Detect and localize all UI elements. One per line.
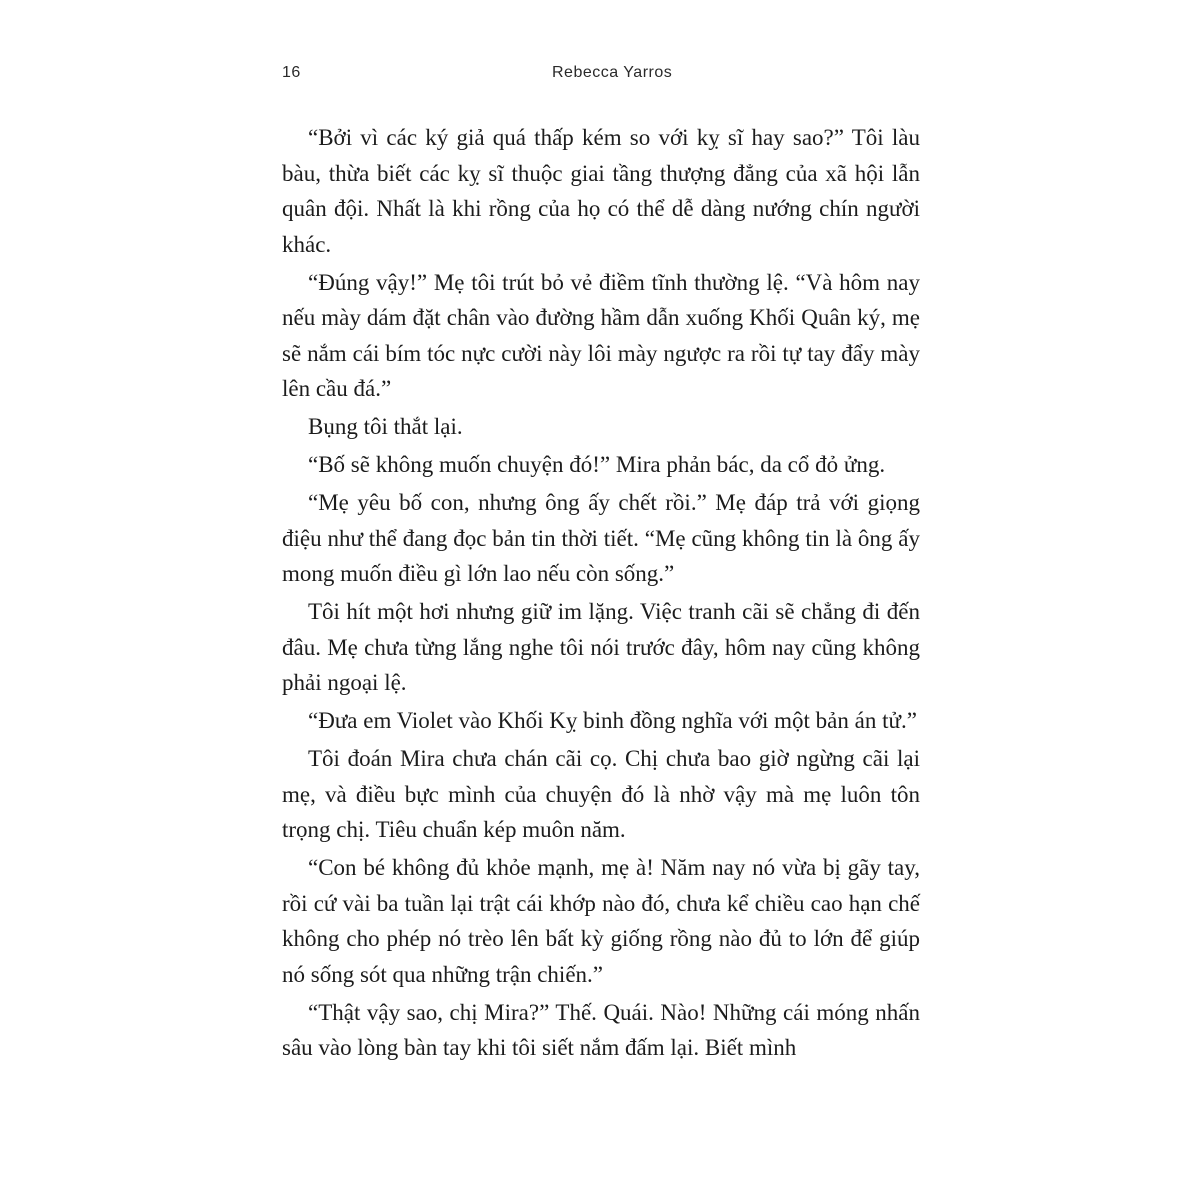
paragraph: “Thật vậy sao, chị Mira?” Thế. Quái. Nào! Những cái móng nhấn sâu vào lòng bàn tay khi tôi siết nắm đấm lại. Biết mình [282,999,920,1060]
paragraph: Tôi hít một hơi nhưng giữ im lặng. Việc tranh cãi sẽ chẳng đi đến đâu. Mẹ chưa từng lắng nghe tôi nói trước đây, hôm nay cũng không phải ngoại lệ. [282,599,920,695]
running-head [282,64,920,88]
author-name: Rebecca Yarros [552,64,673,81]
paragraph: “Mẹ yêu bố con, nhưng ông ấy chết rồi.” Mẹ đáp trả với giọng điệu như thể đang đọc bản tin thời tiết. “Mẹ cũng không tin là ông ấy mong muốn điều gì lớn lao nếu còn sống.” [282,490,920,586]
paragraph: “Bố sẽ không muốn chuyện đó!” Mira phản bác, da cổ đỏ ửng. [308,452,886,477]
paragraph: Bụng tôi thắt lại. [308,414,463,439]
paragraph: “Đúng vậy!” Mẹ tôi trút bỏ vẻ điềm tĩnh thường lệ. “Và hôm nay nếu mày dám đặt chân vào đường hầm dẫn xuống Khối Quân ký, mẹ sẽ nắm cái bím tóc nực cười này lôi mày ngược ra rồi tự tay đẩy mày lên cầu đá.” [282,269,920,401]
body-text [282,120,920,1068]
paragraph: “Con bé không đủ khỏe mạnh, mẹ à! Năm nay nó vừa bị gãy tay, rồi cứ vài ba tuần lại trật cái khớp nào đó, chưa kể chiều cao hạn chế không cho phép nó trèo lên bất kỳ giống rồng nào đủ to lớn để giúp nó sống sót qua những trận chiến.” [282,855,920,987]
paragraph: Tôi đoán Mira chưa chán cãi cọ. Chị chưa bao giờ ngừng cãi lại mẹ, và điều bực mình của chuyện đó là nhờ vậy mà mẹ luôn tôn trọng chị. Tiêu chuẩn kép muôn năm. [282,746,920,842]
paragraph: “Đưa em Violet vào Khối Kỵ binh đồng nghĩa với một bản án tử.” [308,708,917,733]
paragraph: “Bởi vì các ký giả quá thấp kém so với kỵ sĩ hay sao?” Tôi làu bàu, thừa biết các kỵ sĩ thuộc giai tầng thượng đẳng của xã hội lẫn quân đội. Nhất là khi rồng của họ có thể dễ dàng nướng chín người khác. [282,125,920,257]
page-number: 16 [282,64,301,81]
